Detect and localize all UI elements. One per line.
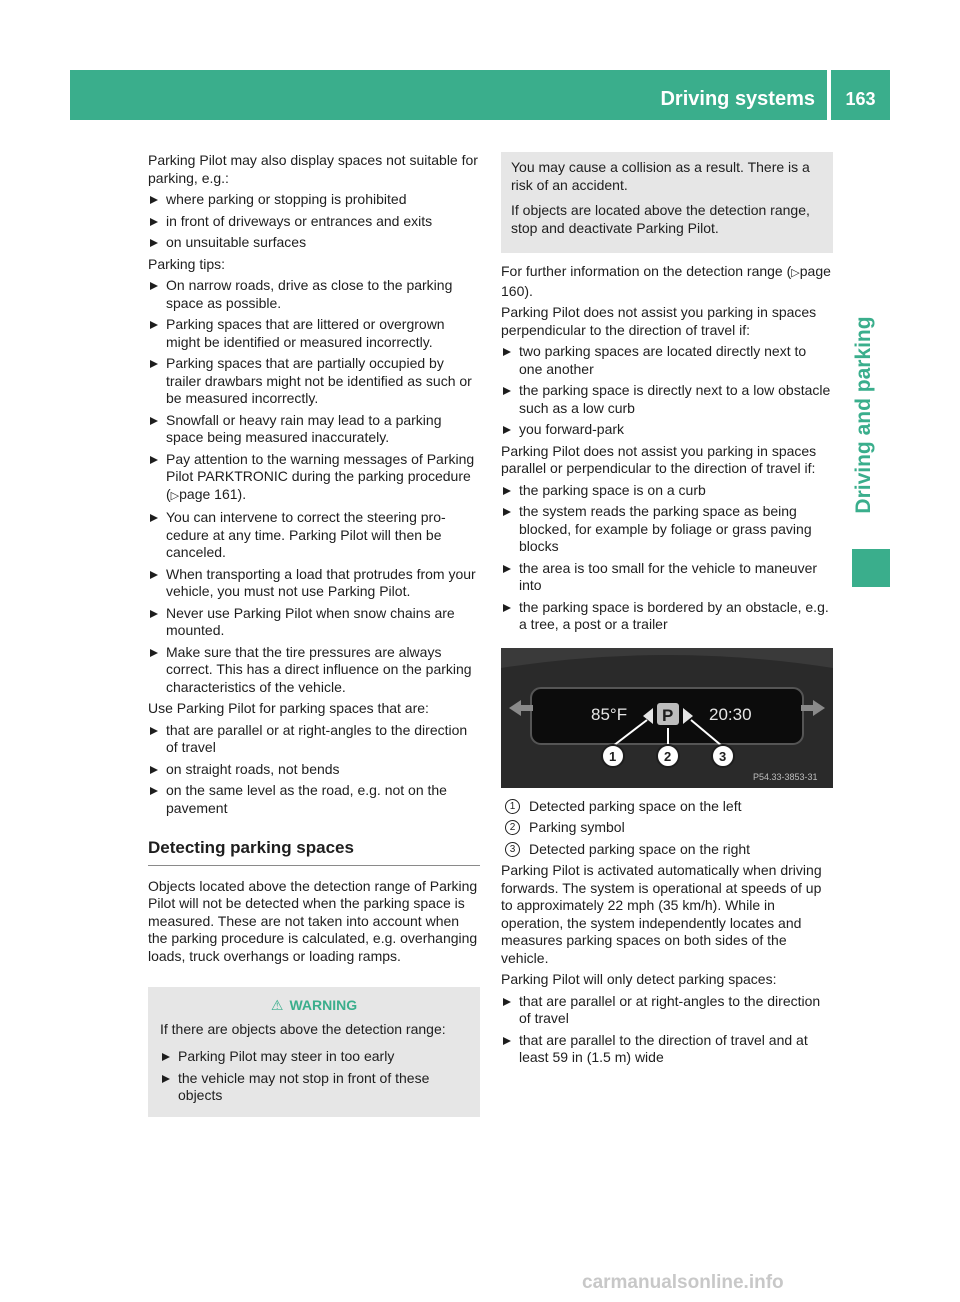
tips-list	[148, 277, 480, 696]
list-item: the area is too small for the vehicle to maneuver into	[501, 560, 833, 595]
header-bar	[70, 70, 890, 120]
warning-intro: If there are objects above the detection range:	[160, 1020, 446, 1037]
figure-code: P54.33-3853-31	[753, 771, 818, 782]
list-item: When transporting a load that protrudes from your vehicle, you must not use Parking Pilot.	[148, 566, 480, 601]
further-info-text: For further information on the detection range (	[501, 263, 792, 279]
list-item: in front of driveways or entrances and exits	[148, 213, 480, 231]
warning-continuation	[501, 152, 833, 253]
warning-label: WARNING	[289, 997, 358, 1013]
legend-text: Detected parking space on the left	[529, 797, 742, 814]
list-item: On narrow roads, drive as close to the parking space as possible.	[148, 277, 480, 312]
page-reference-link[interactable]: page 160).	[501, 263, 831, 299]
list-item: the parking space is directly next to a low obstacle such as a low curb	[501, 382, 833, 417]
use-label: Use Parking Pilot for parking spaces that are:	[148, 700, 429, 716]
perp-list	[501, 343, 833, 439]
list-item: Parking spaces that are littered or overgrown might be identified or measured incorrectly.	[148, 316, 480, 351]
list-item: where parking or stopping is prohibited	[148, 191, 480, 209]
only-list	[501, 993, 833, 1067]
instrument-cluster-figure	[501, 648, 833, 788]
list-item: Snowfall or heavy rain may lead to a parking space being measured inaccurately.	[148, 412, 480, 447]
intro-paragraph: Parking Pilot may also display spaces not suitable for parking, e.g.:	[148, 152, 478, 186]
section-body: Objects located above the detection range of Parking Pilot will not be detected when the parking space is measured. These are not taken into account when the parking procedure is calculated, e.g. overhanging loads, truck overhangs or loading ramps.	[148, 877, 478, 964]
list-item: Parking Pilot may steer in too early	[160, 1048, 468, 1066]
callout-2: 2	[664, 748, 672, 764]
further-info	[501, 263, 833, 300]
use-list	[148, 722, 480, 818]
side-tab-label: Driving and parking	[852, 316, 875, 514]
list-item: you forward-park	[501, 421, 833, 439]
tips-label: Parking tips:	[148, 255, 226, 272]
list-item: the vehicle may not stop in front of these objects	[160, 1070, 468, 1105]
list-item: Make sure that the tire pressures are always correct. This has a direct influence on the parking characteristics of the vehicle.	[148, 644, 480, 697]
callout-3: 3	[719, 748, 727, 764]
side-tab	[838, 300, 890, 530]
section-heading: Detecting parking spaces	[148, 839, 480, 866]
warning-box	[148, 987, 480, 1117]
page-reference-link[interactable]: page 161).	[179, 485, 247, 502]
list-item-with-reference	[148, 451, 480, 506]
right-column	[501, 152, 833, 1071]
list-item: two parking spaces are located directly next to one another	[501, 343, 833, 378]
watermark: carmanualsonline.info	[582, 1272, 784, 1293]
list-item: on unsuitable surfaces	[148, 234, 480, 252]
only-label: Parking Pilot will only detect parking spaces:	[501, 971, 777, 987]
perp-intro: Parking Pilot does not assist you parking in spaces perpendicular to the direction of travel if:	[501, 304, 817, 338]
warning-paragraph: If objects are located above the detection range, stop and deactivate Parking Pilot.	[511, 202, 810, 236]
legend	[501, 798, 833, 859]
ref-arrow-icon: ▷	[791, 267, 800, 279]
callout-number: 3	[505, 842, 520, 857]
legend-item	[501, 841, 833, 859]
warning-list	[160, 1048, 468, 1105]
legend-text: Parking symbol	[529, 819, 625, 835]
par-list	[501, 482, 833, 634]
svg-text:P: P	[662, 705, 674, 725]
legend-item	[501, 798, 833, 816]
callout-number: 2	[505, 820, 520, 835]
activation-paragraph: Parking Pilot is activated automatically when driving forwards. The system is operational at speeds of up to approximately 22 mph (35 km/h). While in operation, the system independently locates and measures parking spaces on both sides of the vehicle.	[501, 862, 822, 966]
list-item: on straight roads, not bends	[148, 761, 480, 779]
list-item: the parking space is on a curb	[501, 482, 833, 500]
header-title: Driving systems	[660, 88, 815, 110]
temp-readout: 85°F	[591, 704, 628, 724]
list-item: that are parallel or at right-angles to the direction of travel	[148, 722, 480, 757]
legend-item	[501, 819, 833, 837]
list-item: the parking space is bordered by an obstacle, e.g. a tree, a post or a trailer	[501, 599, 833, 634]
warning-title	[160, 997, 468, 1015]
instrument-cluster-illustration	[501, 648, 833, 788]
list-item: that are parallel to the direction of travel and at least 59 in (1.5 m) wide	[501, 1032, 833, 1067]
list-item: You can intervene to correct the steering procedure at any time. Parking Pilot will then be canceled.	[148, 509, 480, 562]
ref-arrow-icon: ▷	[170, 489, 180, 502]
callout-1: 1	[609, 748, 617, 764]
list-item: the system reads the parking space as being blocked, for example by foliage or grass paving blocks	[501, 503, 833, 556]
tip-ref-text: Pay attention to the warning messages of Parking Pilot PARKTRONIC during the parking procedure (	[166, 450, 475, 502]
list-item: Parking spaces that are partially occupied by trailer drawbars might not be identified as such or be measured incorrectly.	[148, 355, 480, 408]
list-item: Never use Parking Pilot when snow chains are mounted.	[148, 605, 480, 640]
time-readout: 20:30	[709, 704, 752, 724]
page-number: 163	[845, 89, 876, 109]
unsuitable-list	[148, 191, 480, 252]
list-item: on the same level as the road, e.g. not on the pavement	[148, 782, 480, 817]
callout-number: 1	[505, 799, 520, 814]
list-item: that are parallel or at right-angles to the direction of travel	[501, 993, 833, 1028]
par-intro: Parking Pilot does not assist you parking in spaces parallel or perpendicular to the direction of travel if:	[501, 442, 817, 476]
side-tab-marker	[852, 549, 890, 587]
left-column	[148, 152, 480, 1117]
warning-paragraph: You may cause a collision as a result. There is a risk of an accident.	[511, 159, 810, 193]
legend-text: Detected parking space on the right	[529, 840, 751, 857]
warning-triangle-icon: ⚠	[270, 997, 284, 1013]
